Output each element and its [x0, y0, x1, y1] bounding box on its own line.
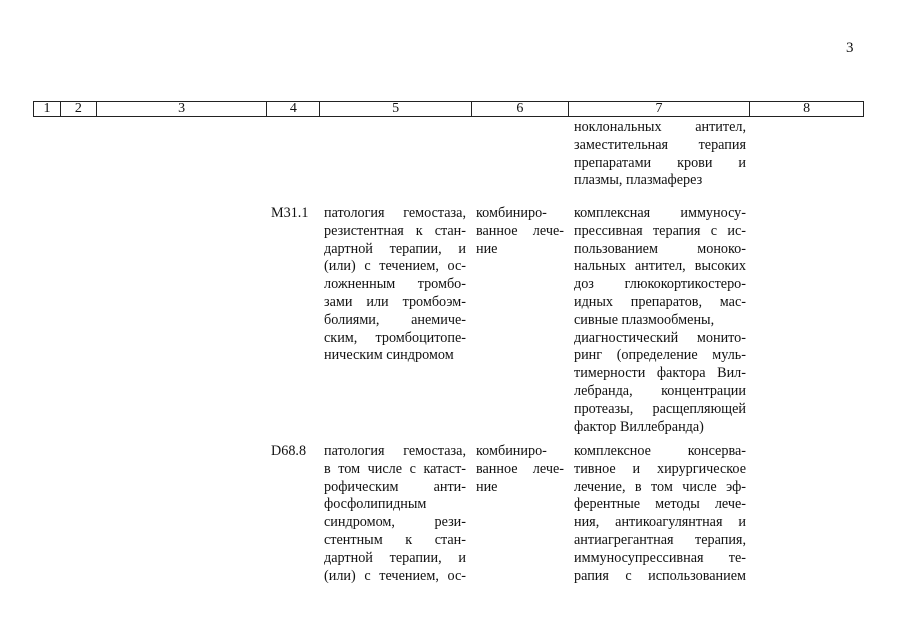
text-line: лечение, в том числе эф- — [574, 478, 746, 495]
text-line: диагностический монито- — [574, 329, 746, 346]
text-line: комбиниро- — [476, 205, 547, 221]
header-col-8: 8 — [803, 101, 811, 116]
text-line: (или) с течением, ос- — [324, 567, 466, 584]
text-line: идных препаратов, мас- — [574, 293, 746, 310]
text-line: тивное и хирургическое — [574, 460, 746, 477]
text-line: протеазы, расщепляющей — [574, 400, 746, 417]
text-line: дартной терапии, и — [324, 240, 466, 257]
header-col-5: 5 — [320, 102, 472, 116]
continued-treatment-text — [574, 119, 746, 190]
header-col-3: 3 — [97, 102, 268, 116]
text-line: ским, тромбоцитопе- — [324, 329, 466, 346]
row-1-treatment-method — [574, 205, 746, 436]
text-line: ванное лече- — [476, 222, 564, 239]
text-line: комплексное консерва- — [574, 443, 746, 459]
text-line: ноклональных антител, — [574, 119, 746, 135]
text-line: ферентные методы лече- — [574, 496, 746, 513]
text-line: ложненным тромбо- — [324, 276, 466, 293]
text-line: в том числе с катаст- — [324, 460, 466, 477]
text-line: препаратами крови и — [574, 154, 746, 171]
row-2-treatment-type — [476, 443, 564, 496]
text-line: нальных антител, высоких — [574, 258, 746, 275]
text-line: комплексная иммуносу- — [574, 205, 746, 221]
text-line: ние — [476, 478, 498, 495]
text-line: иммуносупрессивная те- — [574, 549, 746, 566]
header-col-2: 2 — [61, 102, 97, 116]
row-1-treatment-type — [476, 205, 564, 258]
header-col-4: 4 — [267, 102, 320, 116]
row-2-diagnosis — [324, 443, 466, 585]
text-line: рапия с использованием — [574, 567, 746, 584]
text-line: стентным к стан- — [324, 531, 466, 548]
header-col-1: 1 — [34, 102, 61, 116]
text-line: сивные плазмообмены, — [574, 311, 715, 328]
text-line: фактор Виллебранда) — [574, 418, 704, 435]
text-line: патология гемостаза, — [324, 443, 466, 459]
page-number: 3 — [846, 40, 854, 56]
text-line: пользованием моноко- — [574, 240, 746, 257]
row-1-diagnosis — [324, 205, 466, 365]
text-line: прессивная терапия с ис- — [574, 222, 746, 239]
header-col-6: 6 — [472, 102, 569, 116]
row-2-code: D68.8 — [271, 443, 307, 459]
text-line: ническим синдромом — [324, 347, 454, 364]
text-line: рофическим анти- — [324, 478, 466, 495]
header-col-7: 7 — [569, 102, 751, 116]
table-header — [33, 101, 864, 117]
text-line: ние — [476, 240, 498, 257]
text-line: синдромом, рези- — [324, 514, 466, 531]
text-line: комбиниро- — [476, 443, 547, 459]
text-line: доз глюкокортикостеро- — [574, 276, 746, 293]
text-line: плазмы, плазмаферез — [574, 172, 703, 189]
text-line: антиагрегантная терапия, — [574, 531, 746, 548]
text-line: фосфолипидным — [324, 496, 427, 513]
text-line: (или) с течением, ос- — [324, 258, 466, 275]
text-line: резистентная к стан- — [324, 222, 466, 239]
text-line: дартной терапии, и — [324, 549, 466, 566]
row-1-code: M31.1 — [271, 205, 309, 221]
text-line: тимерности фактора Вил- — [574, 365, 746, 382]
text-line: патология гемостаза, — [324, 205, 466, 221]
text-line: заместительная терапия — [574, 136, 746, 153]
text-line: ния, антикоагулянтная и — [574, 514, 746, 531]
text-line: ринг (определение муль- — [574, 347, 746, 364]
text-line: болиями, анемиче- — [324, 311, 466, 328]
row-2-treatment-method — [574, 443, 746, 585]
text-line: зами или тромбоэм- — [324, 293, 466, 310]
text-line: лебранда, концентрации — [574, 382, 746, 399]
text-line: ванное лече- — [476, 460, 564, 477]
